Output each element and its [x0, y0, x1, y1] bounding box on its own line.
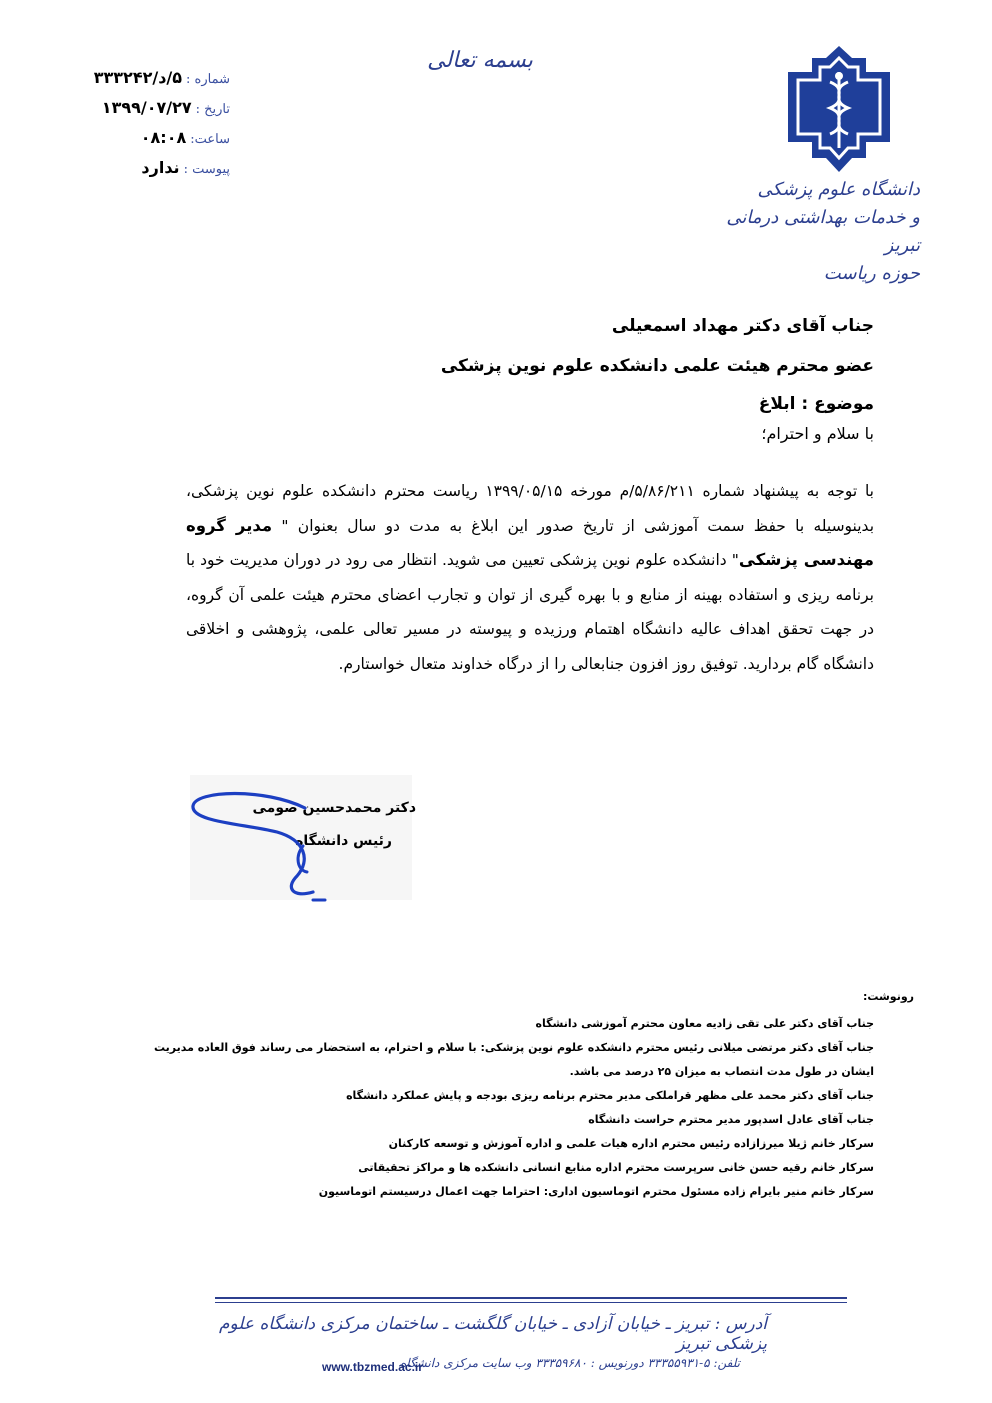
cc-item: سرکار خانم رقیه حسن خانی سرپرست محترم اداره منابع انسانی دانشکده ها و مراکز تحقیقاتی — [358, 1161, 874, 1174]
body-part-2: " دانشکده علوم نوین پزشکی تعیین می شوید. انتظار می رود در دوران مدیریت خود با برنامه ریزی و استفاده بهینه از منابع و با بهره گیری از توان و تجارب اعضای محترم هیئت علمی آن گروه، در جهت تحقق اهداف عالیه دانشگاه اهتمام ورزیده و پیوسته در مسیر تعالی علمی، پژوهشی و اخلاقی دانشگاه گام بردارید. توفیق روز افزون جنابعالی را از درگاه خداوند متعال خواستارم. — [186, 551, 874, 673]
meta-number-value: ۵/د/۳۳۳۲۴۲ — [93, 68, 183, 87]
footer-divider — [215, 1297, 847, 1299]
handwritten-signature-icon — [185, 780, 335, 910]
besmeh-heading: بسمه تعالی — [427, 48, 533, 73]
meta-date-value: ۱۳۹۹/۰۷/۲۷ — [101, 98, 192, 117]
meta-attachment-value: ندارد — [141, 158, 180, 177]
meta-number-label: شماره : — [186, 72, 230, 87]
cc-item: جناب آقای دکتر محمد علی مظهر قراملکی مدیر محترم برنامه ریزی بودجه و پایش عملکرد دانشگاه — [346, 1089, 874, 1102]
addressee-name: جناب آقای دکتر مهداد اسمعیلی — [611, 316, 874, 336]
footer-divider-thin — [215, 1302, 847, 1303]
addressee-position: عضو محترم هیئت علمی دانشکده علوم نوین پزشکی — [440, 356, 874, 376]
meta-number — [60, 68, 230, 98]
university-logo-icon — [780, 42, 898, 176]
logo-line-presidency: حوزه ریاست — [823, 263, 920, 284]
logo-caption — [690, 176, 920, 288]
cc-item: سرکار خانم ژیلا میرزازاده رئیس محترم اداره هیات علمی و اداره آموزش و توسعه کارکنان — [388, 1137, 874, 1150]
signatory-title: رئیس دانشگاه — [295, 833, 392, 849]
body-part-1: با توجه به پیشنهاد شماره ۵/۸۶/۲۱۱/م مورخه ۱۳۹۹/۰۵/۱۵ ریاست محترم دانشکده علوم نوین پزشکی، بدینوسیله با حفظ سمت آموزشی از تاریخ صدور این ابلاغ به مدت دو سال بعنوان " — [186, 482, 875, 535]
logo-line-services: و خدمات بهداشتی درمانی تبریز — [726, 207, 920, 256]
body-position-title: مدیر گروه مهندسی پزشکی — [186, 515, 875, 569]
meta-date-label: تاریخ : — [195, 102, 230, 117]
cc-item: سرکار خانم منیر بایرام زاده مسئول محترم اتوماسیون اداری: احتراما جهت اعمال درسیستم اتوماسیون — [318, 1185, 874, 1198]
meta-time-label: ساعت: — [190, 132, 230, 147]
cc-heading: رونوشت: — [862, 990, 914, 1003]
letter-greeting: با سلام و احترام؛ — [761, 424, 874, 443]
letter-body — [186, 474, 874, 681]
letter-subject: موضوع : ابلاغ — [758, 394, 874, 414]
cc-list — [114, 1012, 874, 1204]
meta-attachment — [60, 158, 230, 188]
cc-item: جناب آقای عادل اسدپور مدیر محترم حراست دانشگاه — [588, 1113, 874, 1126]
meta-time-value: ۰۸:۰۸ — [140, 128, 187, 147]
logo-line-university: دانشگاه علوم پزشکی — [757, 179, 920, 200]
meta-attachment-label: پیوست : — [183, 162, 230, 177]
signatory-name: دکتر محمدحسین صومی — [252, 800, 416, 816]
footer-address: آدرس : تبریز ـ خیابان آزادی ـ خیابان گلگشت ـ ساختمان مرکزی دانشگاه علوم پزشکی تبریز — [218, 1314, 767, 1354]
footer-website-link[interactable]: www.tbzmed.ac.ir — [322, 1360, 423, 1374]
cc-item: جناب آقای دکتر علی تقی زادیه معاون محترم آموزشی دانشگاه — [535, 1017, 874, 1030]
footer-phone: تلفن: ۵-۳۳۳۵۵۹۳۱ دورنویس : ۳۳۳۵۹۶۸۰ وب سایت مرکزی دانشگاه — [400, 1356, 740, 1370]
cc-item: جناب آقای دکتر مرتضی میلانی رئیس محترم دانشکده علوم نوین پزشکی: با سلام و احترام، به استحضار می رساند فوق العاده مدیریت — [153, 1041, 874, 1054]
meta-date — [60, 98, 230, 128]
meta-time — [60, 128, 230, 158]
cc-item: ایشان در طول مدت انتصاب به میزان ۲۵ درصد می باشد. — [569, 1065, 874, 1078]
letter-meta — [60, 68, 230, 188]
